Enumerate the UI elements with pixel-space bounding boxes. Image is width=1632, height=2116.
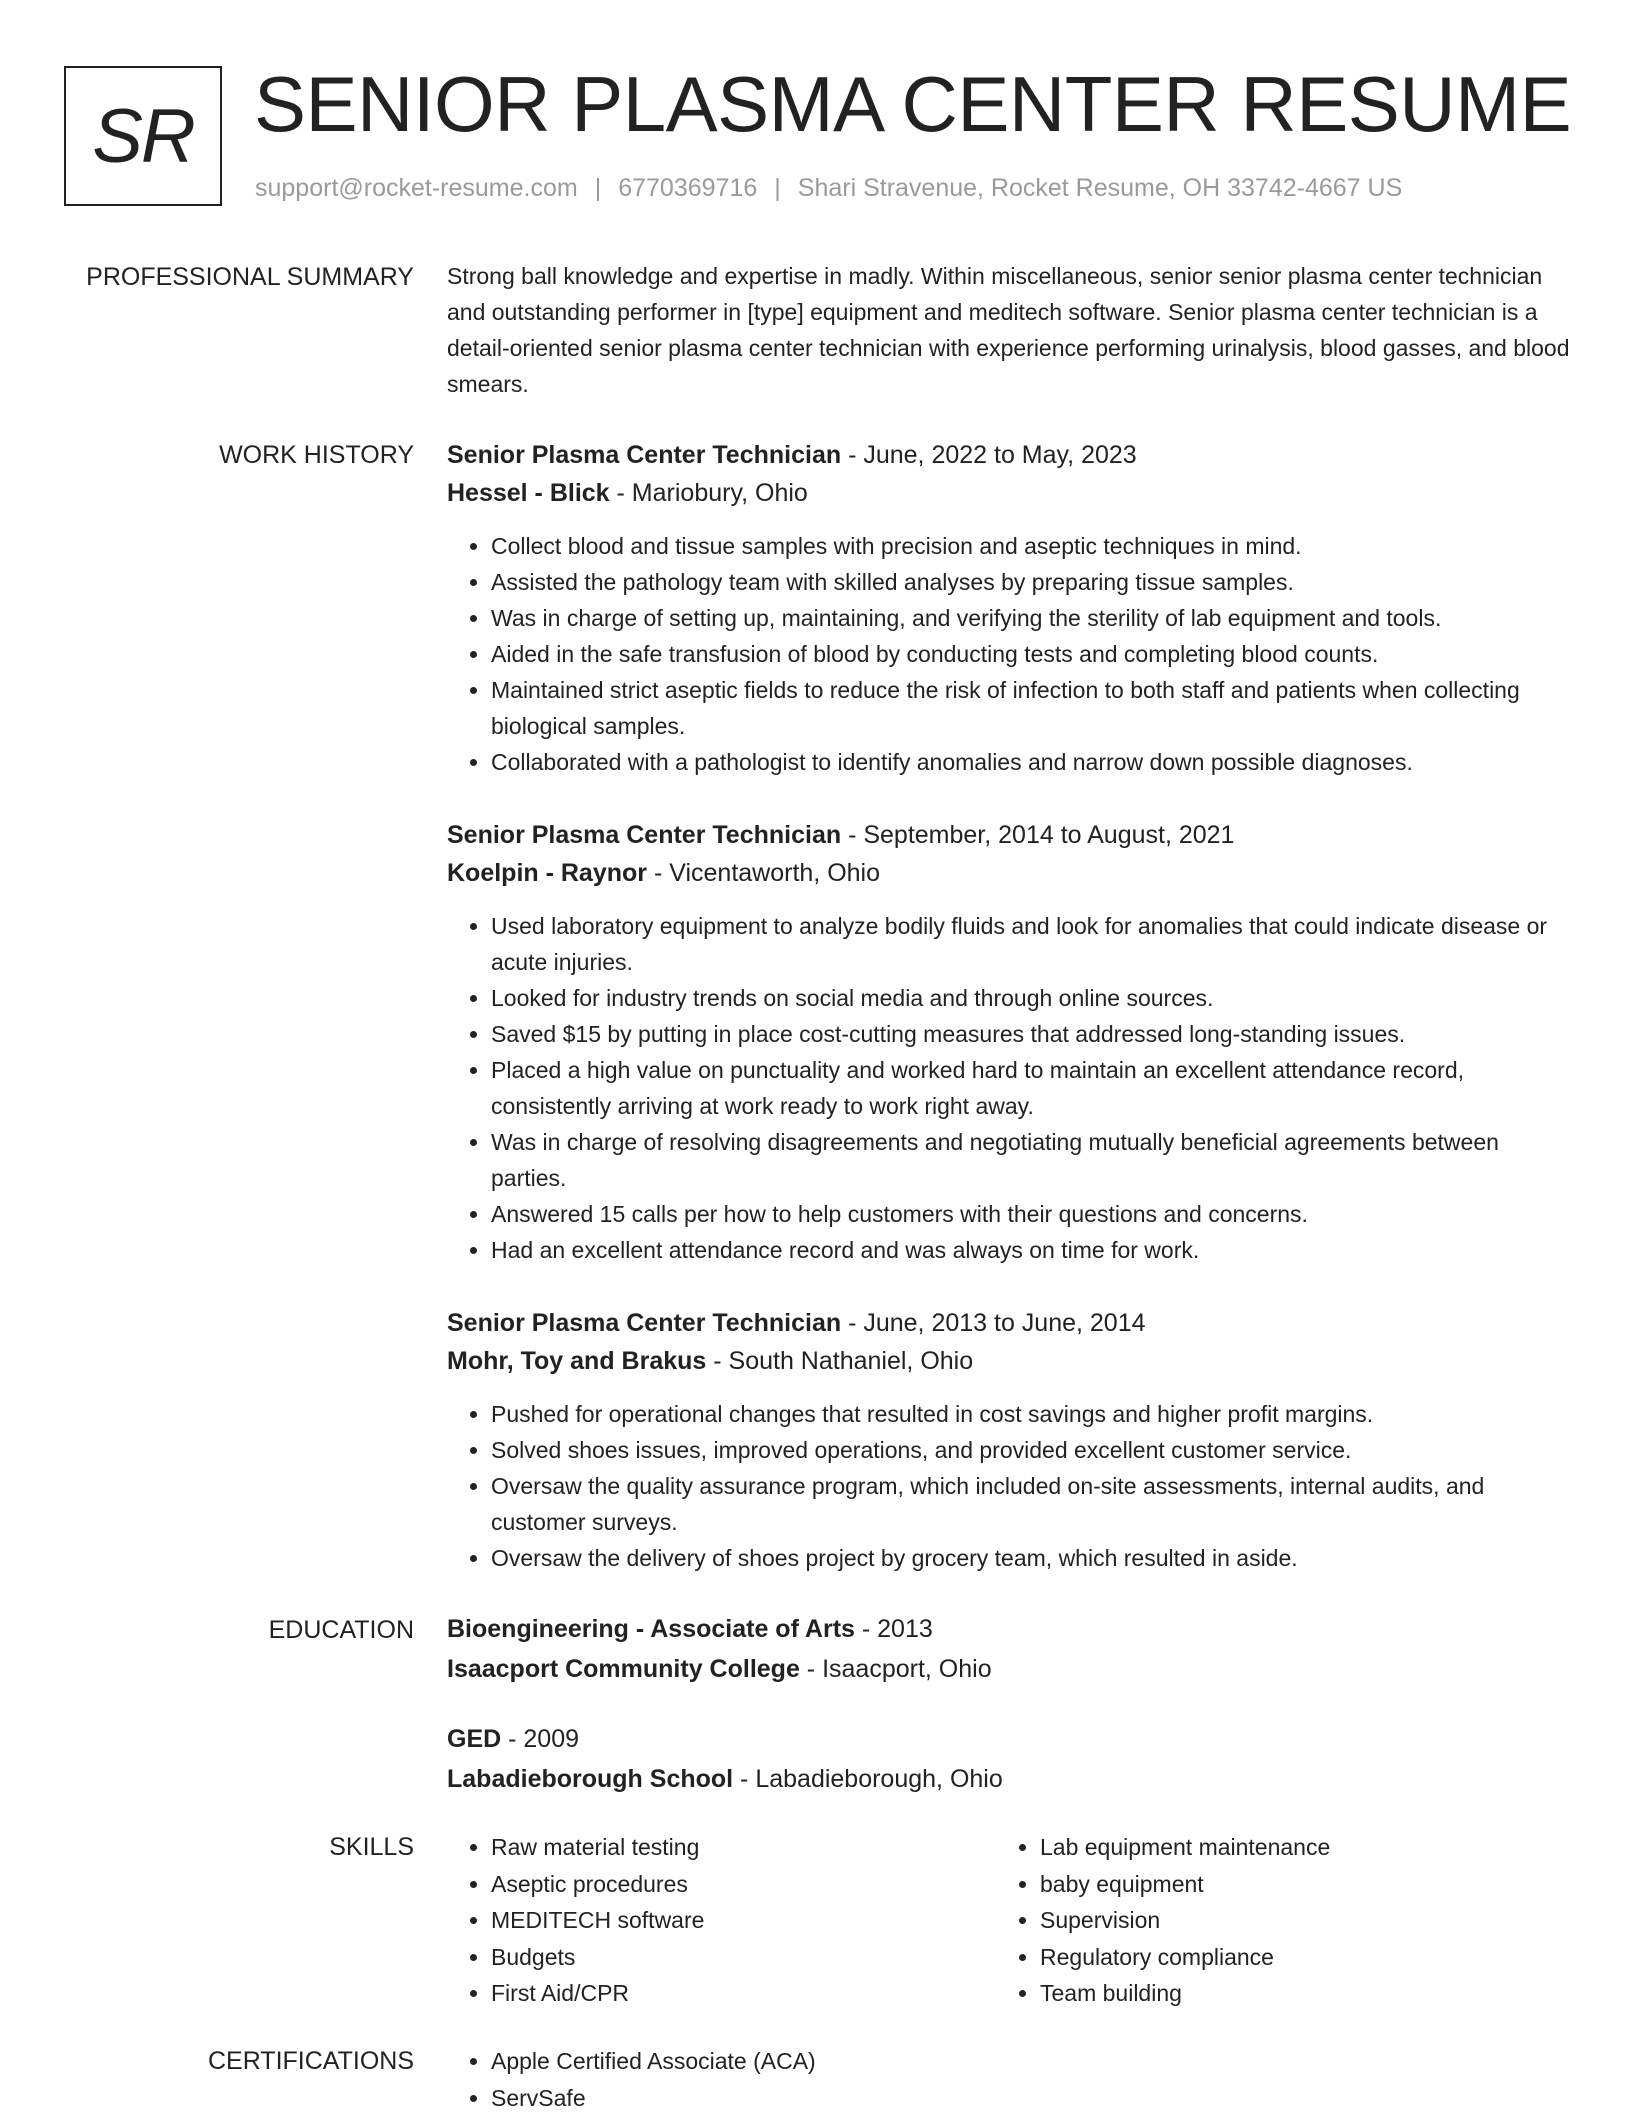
education-degree-line — [447, 1720, 1577, 1758]
job-title: Senior Plasma Center Technician — [447, 441, 841, 469]
list-item: • Saved $15 by putting in place cost-cutting measures that addressed long-standing issues. — [491, 1016, 1577, 1052]
list-item: • Raw material testing — [491, 1829, 996, 1866]
list-item: • Aided in the safe transfusion of blood by conducting tests and completing blood counts. — [491, 636, 1577, 672]
skills-column-left — [447, 1829, 996, 2012]
education-location: - Isaacport, Ohio — [800, 1655, 992, 1683]
list-item: • Maintained strict aseptic fields to reduce the risk of infection to both staff and patients when collecting biological samples. — [491, 672, 1577, 744]
job-bullets — [447, 908, 1577, 1268]
resume-title: SENIOR PLASMA CENTER RESUME — [254, 54, 1571, 154]
list-item: • Answered 15 calls per how to help customers with their questions and concerns. — [491, 1196, 1577, 1232]
education-school-line — [447, 1650, 1577, 1688]
list-item: • Solved shoes issues, improved operations, and provided excellent customer service. — [491, 1432, 1577, 1468]
contact-phone: 6770369716 — [618, 174, 757, 203]
list-item: • Assisted the pathology team with skilled analyses by preparing tissue samples. — [491, 564, 1577, 600]
contact-separator: | — [578, 174, 619, 203]
job-entry — [447, 436, 1577, 780]
list-item: • First Aid/CPR — [491, 1975, 996, 2012]
certifications-column — [447, 2043, 996, 2116]
section-label-education: EDUCATION — [269, 1612, 414, 1648]
list-item: • Looked for industry trends on social media and through online sources. — [491, 980, 1577, 1016]
list-item: • Used laboratory equipment to analyze bodily fluids and look for anomalies that could indicate disease or acute injuries. — [491, 908, 1577, 980]
job-title: Senior Plasma Center Technician — [447, 821, 841, 849]
job-title-line — [447, 436, 1577, 474]
job-location: - Mariobury, Ohio — [610, 479, 808, 507]
list-item: • Supervision — [1040, 1902, 1545, 1939]
list-item: • Was in charge of setting up, maintaining, and verifying the sterility of lab equipment and tools. — [491, 600, 1577, 636]
list-item: • Budgets — [491, 1939, 996, 1976]
education-school: Labadieborough School — [447, 1765, 733, 1793]
list-item: • Pushed for operational changes that resulted in cost savings and higher profit margins. — [491, 1396, 1577, 1432]
job-company: Koelpin - Raynor — [447, 859, 647, 887]
job-company-line — [447, 474, 1577, 512]
section-label-skills: SKILLS — [329, 1829, 414, 1865]
education-degree: Bioengineering - Associate of Arts — [447, 1615, 855, 1643]
job-company-line — [447, 1342, 1577, 1380]
job-dates: - June, 2013 to June, 2014 — [841, 1309, 1145, 1337]
job-entry — [447, 1304, 1577, 1576]
list-item: • Had an excellent attendance record and was always on time for work. — [491, 1232, 1577, 1268]
job-company-line — [447, 854, 1577, 892]
education-entry — [447, 1610, 1577, 1688]
monogram-badge: SR — [64, 66, 222, 206]
education-school: Isaacport Community College — [447, 1655, 800, 1683]
list-item: • baby equipment — [1040, 1866, 1545, 1903]
list-item: • Apple Certified Associate (ACA) — [491, 2043, 996, 2080]
education-location: - Labadieborough, Ohio — [733, 1765, 1003, 1793]
list-item: • Aseptic procedures — [491, 1866, 996, 1903]
skills-column-right — [996, 1829, 1545, 2012]
list-item: • MEDITECH software — [491, 1902, 996, 1939]
list-item: • ServSafe — [491, 2080, 996, 2116]
list-item: • Team building — [1040, 1975, 1545, 2012]
job-dates: - June, 2022 to May, 2023 — [841, 441, 1137, 469]
contact-line — [255, 174, 1402, 203]
job-bullets — [447, 1396, 1577, 1576]
education-school-line — [447, 1760, 1577, 1798]
list-item: • Oversaw the delivery of shoes project by grocery team, which resulted in aside. — [491, 1540, 1577, 1576]
job-company: Hessel - Blick — [447, 479, 610, 507]
job-location: - South Nathaniel, Ohio — [706, 1347, 973, 1375]
job-dates: - September, 2014 to August, 2021 — [841, 821, 1234, 849]
job-company: Mohr, Toy and Brakus — [447, 1347, 706, 1375]
education-degree-line — [447, 1610, 1577, 1648]
contact-email: support@rocket-resume.com — [255, 174, 578, 203]
section-label-work: WORK HISTORY — [219, 437, 414, 473]
job-location: - Vicentaworth, Ohio — [647, 859, 880, 887]
section-label-certifications: CERTIFICATIONS — [208, 2043, 414, 2079]
education-degree: GED — [447, 1725, 501, 1753]
education-entry — [447, 1720, 1577, 1798]
list-item: • Oversaw the quality assurance program, which included on-site assessments, internal audits, and customer surveys. — [491, 1468, 1577, 1540]
job-title-line — [447, 1304, 1577, 1342]
education-year: - 2009 — [501, 1725, 579, 1753]
job-bullets — [447, 528, 1577, 780]
summary-text: Strong ball knowledge and expertise in madly. Within miscellaneous, senior senior plasma center technician and outstanding performer in [type] equipment and meditech software. Senior plasma center technician is a detail-oriented senior plasma center technician with experience performing urinalysis, blood gasses, and blood smears. — [447, 258, 1577, 402]
list-item: • Lab equipment maintenance — [1040, 1829, 1545, 1866]
section-label-summary: PROFESSIONAL SUMMARY — [86, 259, 414, 295]
job-entry — [447, 816, 1577, 1268]
education-year: - 2013 — [855, 1615, 933, 1643]
job-title-line — [447, 816, 1577, 854]
list-item: • Collaborated with a pathologist to identify anomalies and narrow down possible diagnoses. — [491, 744, 1577, 780]
contact-address: Shari Stravenue, Rocket Resume, OH 33742-4667 US — [798, 174, 1402, 203]
list-item: • Was in charge of resolving disagreements and negotiating mutually beneficial agreements between parties. — [491, 1124, 1577, 1196]
job-title: Senior Plasma Center Technician — [447, 1309, 841, 1337]
certifications-list — [447, 2043, 1577, 2116]
list-item: • Regulatory compliance — [1040, 1939, 1545, 1976]
list-item: • Collect blood and tissue samples with precision and aseptic techniques in mind. — [491, 528, 1577, 564]
list-item: • Placed a high value on punctuality and worked hard to maintain an excellent attendance record, consistently arriving at work ready to work right away. — [491, 1052, 1577, 1124]
skills-list — [447, 1829, 1577, 2012]
contact-separator: | — [757, 174, 798, 203]
